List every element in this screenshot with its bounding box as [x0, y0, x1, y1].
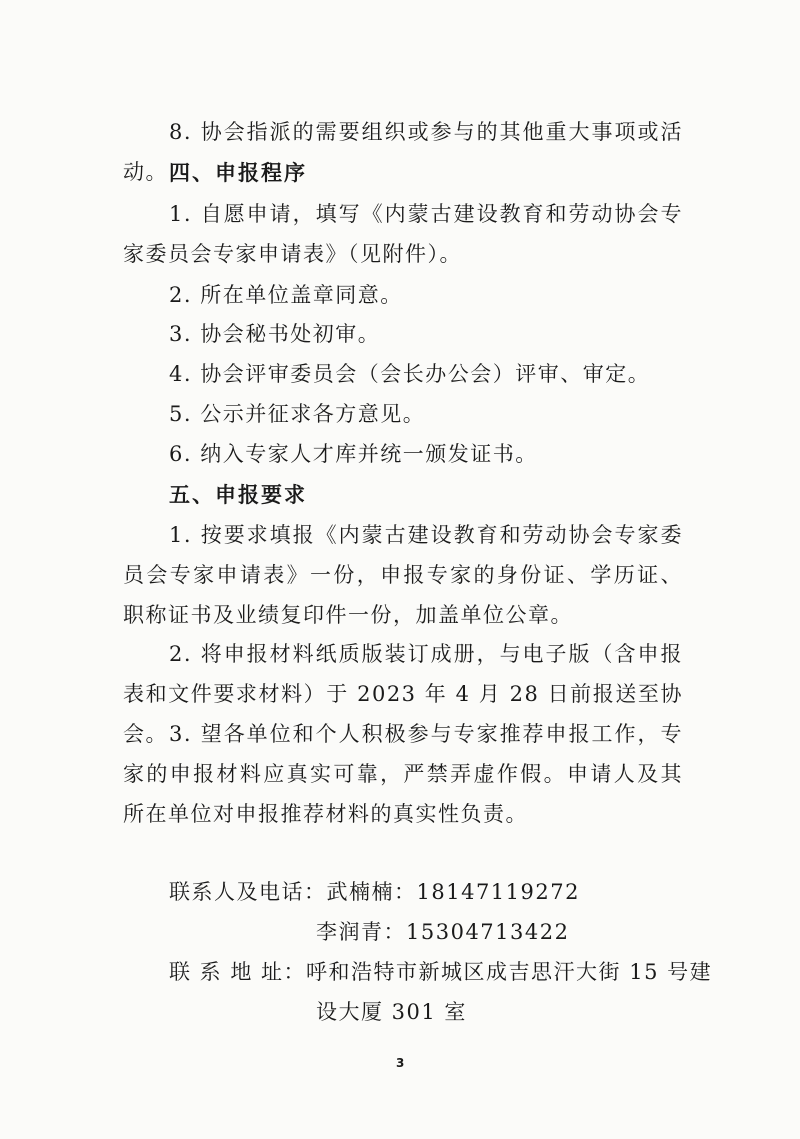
procedure-step-6: 6. 纳入专家人才库并统一颁发证书。 [169, 442, 538, 466]
section-4-heading: 四、申报程序 [169, 160, 307, 185]
contact-address-line-1 [169, 952, 712, 992]
procedure-step-1: 1. 自愿申请，填写《内蒙古建设教育和劳动协会专家委员会专家申请表》（见附件）。 [123, 202, 683, 266]
contact-label: 联系人及电话： [169, 880, 327, 904]
section-5-heading: 五、申报要求 [169, 482, 307, 507]
requirement-2: 2. 将申报材料纸质版装订成册，与电子版（含申报表和文件要求材料）于 2023 年 4 月 28 日前报送至协会。 [123, 642, 683, 746]
requirement-3: 3. 望各单位和个人积极参与专家推荐申报工作，专家的申报材料应真实可靠，严禁弄虚作假。申请人及其所在单位对申报推荐材料的真实性负责。 [123, 722, 683, 826]
contact-person-1: 武楠楠：18147119272 [326, 880, 580, 904]
procedure-step-3: 3. 协会秘书处初审。 [169, 322, 381, 346]
requirement-1: 1. 按要求填报《内蒙古建设教育和劳动协会专家委员会专家申请表》一份，申报专家的身份证、学历证、职称证书及业绩复印件一份，加盖单位公章。 [123, 523, 683, 627]
contact-person-2: 李润青：15304713422 [316, 920, 570, 944]
page-number: 3 [396, 1056, 405, 1070]
address-label: 联 系 地 址： [169, 960, 307, 984]
procedure-step-2: 2. 所在单位盖章同意。 [169, 283, 403, 307]
contact-address-line-2: 设大厦 301 室 [316, 1000, 467, 1024]
procedure-step-4: 4. 协会评审委员会（会长办公会）评审、审定。 [169, 362, 651, 386]
address-text-1: 呼和浩特市新城区成吉思汗大街 15 号建 [306, 960, 713, 984]
contact-label-and-person-1 [169, 872, 580, 912]
item-8: 8. 协会指派的需要组织或参与的其他重大事项或活动。 [123, 120, 683, 184]
procedure-step-5: 5. 公示并征求各方意见。 [169, 402, 426, 426]
